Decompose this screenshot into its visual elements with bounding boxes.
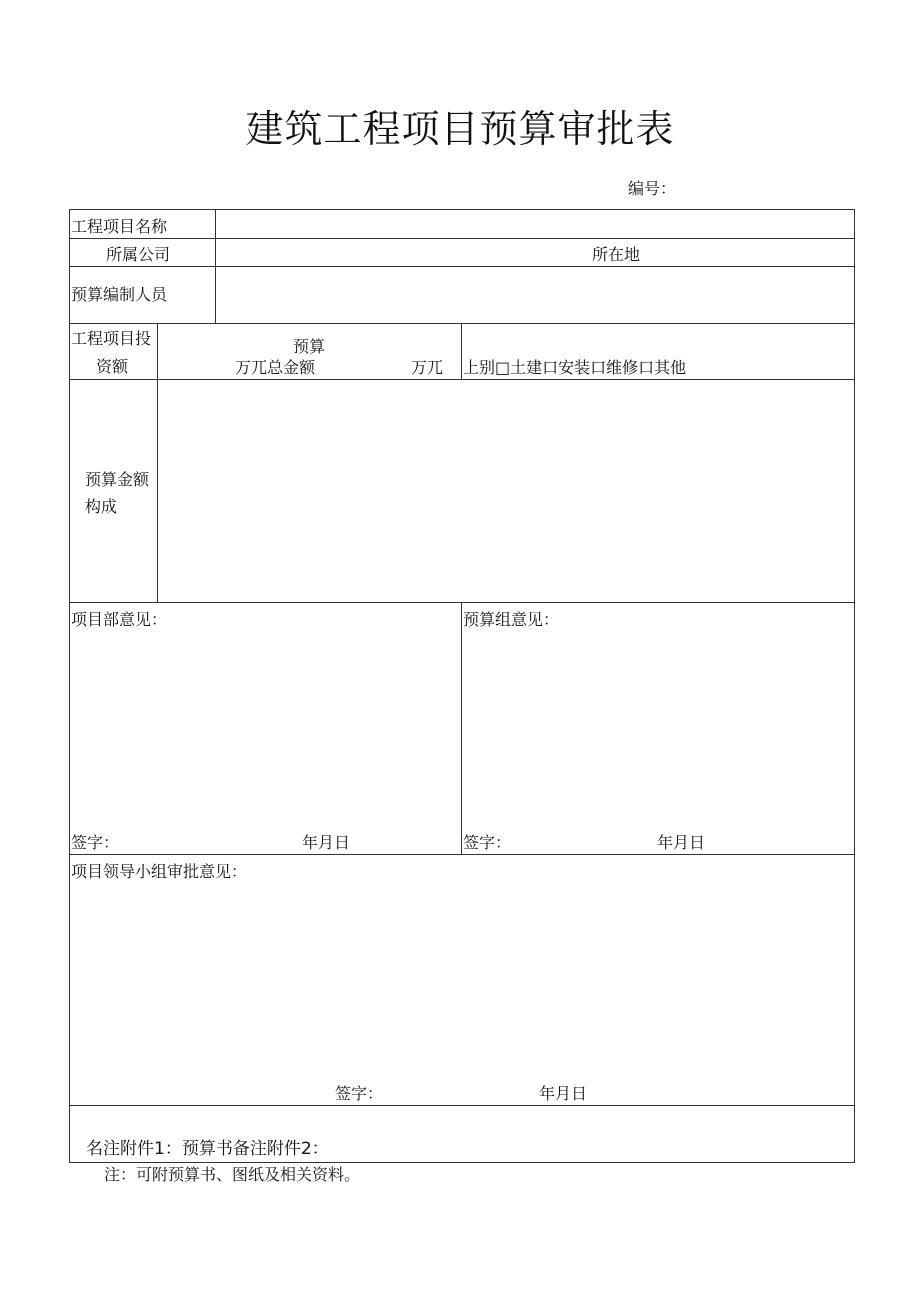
leader-opinion-field[interactable]: [70, 884, 854, 1080]
group-opinion-field[interactable]: [462, 632, 854, 828]
category-options[interactable]: 上别□土建口安装口维修口其他: [463, 358, 687, 377]
project-name-field[interactable]: [216, 210, 854, 238]
group-date-label: 年月日: [657, 833, 706, 852]
leader-opinion-label: 项目领导小组审批意见：: [71, 862, 248, 881]
dept-opinion-label: 项目部意见：: [71, 610, 168, 629]
composition-label-line1: 预算金额: [85, 470, 150, 489]
investment-label-line1: 工程项目投: [71, 329, 152, 348]
row-divider: [69, 1105, 855, 1106]
footer-note: 注：可附预算书、图纸及相关资料。: [104, 1165, 361, 1184]
dept-opinion-field[interactable]: [70, 632, 460, 828]
composition-label-line2: 构成: [85, 497, 118, 516]
row-divider: [69, 323, 855, 324]
dept-sign-label: 签字：: [71, 833, 120, 852]
leader-date-label: 年月日: [539, 1084, 588, 1103]
dept-date-label: 年月日: [302, 833, 351, 852]
group-sign-label: 签字：: [463, 833, 512, 852]
remarks-attachments: 名注附件1：预算书备注附件2：: [86, 1139, 329, 1159]
investment-label-line2: 资额: [96, 357, 129, 376]
leader-sign-label: 签字：: [335, 1084, 384, 1103]
preparer-label: 预算编制人员: [71, 285, 168, 304]
row-divider: [69, 854, 855, 855]
project-name-label: 工程项目名称: [71, 217, 168, 236]
company-label: 所属公司: [106, 245, 171, 264]
budget-label-line1: 预算: [293, 337, 326, 356]
column-divider: [461, 323, 462, 379]
budget-label-line2: 万兀总金额: [235, 358, 316, 377]
serial-number-label: 编号：: [628, 179, 677, 198]
row-divider: [69, 602, 855, 603]
table-border-bottom: [69, 1162, 855, 1163]
page-title: 建筑工程项目预算审批表: [245, 107, 675, 151]
location-label: 所在地: [592, 245, 641, 264]
company-field[interactable]: [216, 239, 586, 266]
location-field[interactable]: [646, 239, 854, 266]
budget-unit: 万兀: [411, 358, 444, 377]
table-border-right: [854, 209, 855, 1163]
group-opinion-label: 预算组意见：: [463, 610, 560, 629]
preparer-field[interactable]: [216, 267, 854, 323]
composition-field[interactable]: [158, 380, 854, 602]
